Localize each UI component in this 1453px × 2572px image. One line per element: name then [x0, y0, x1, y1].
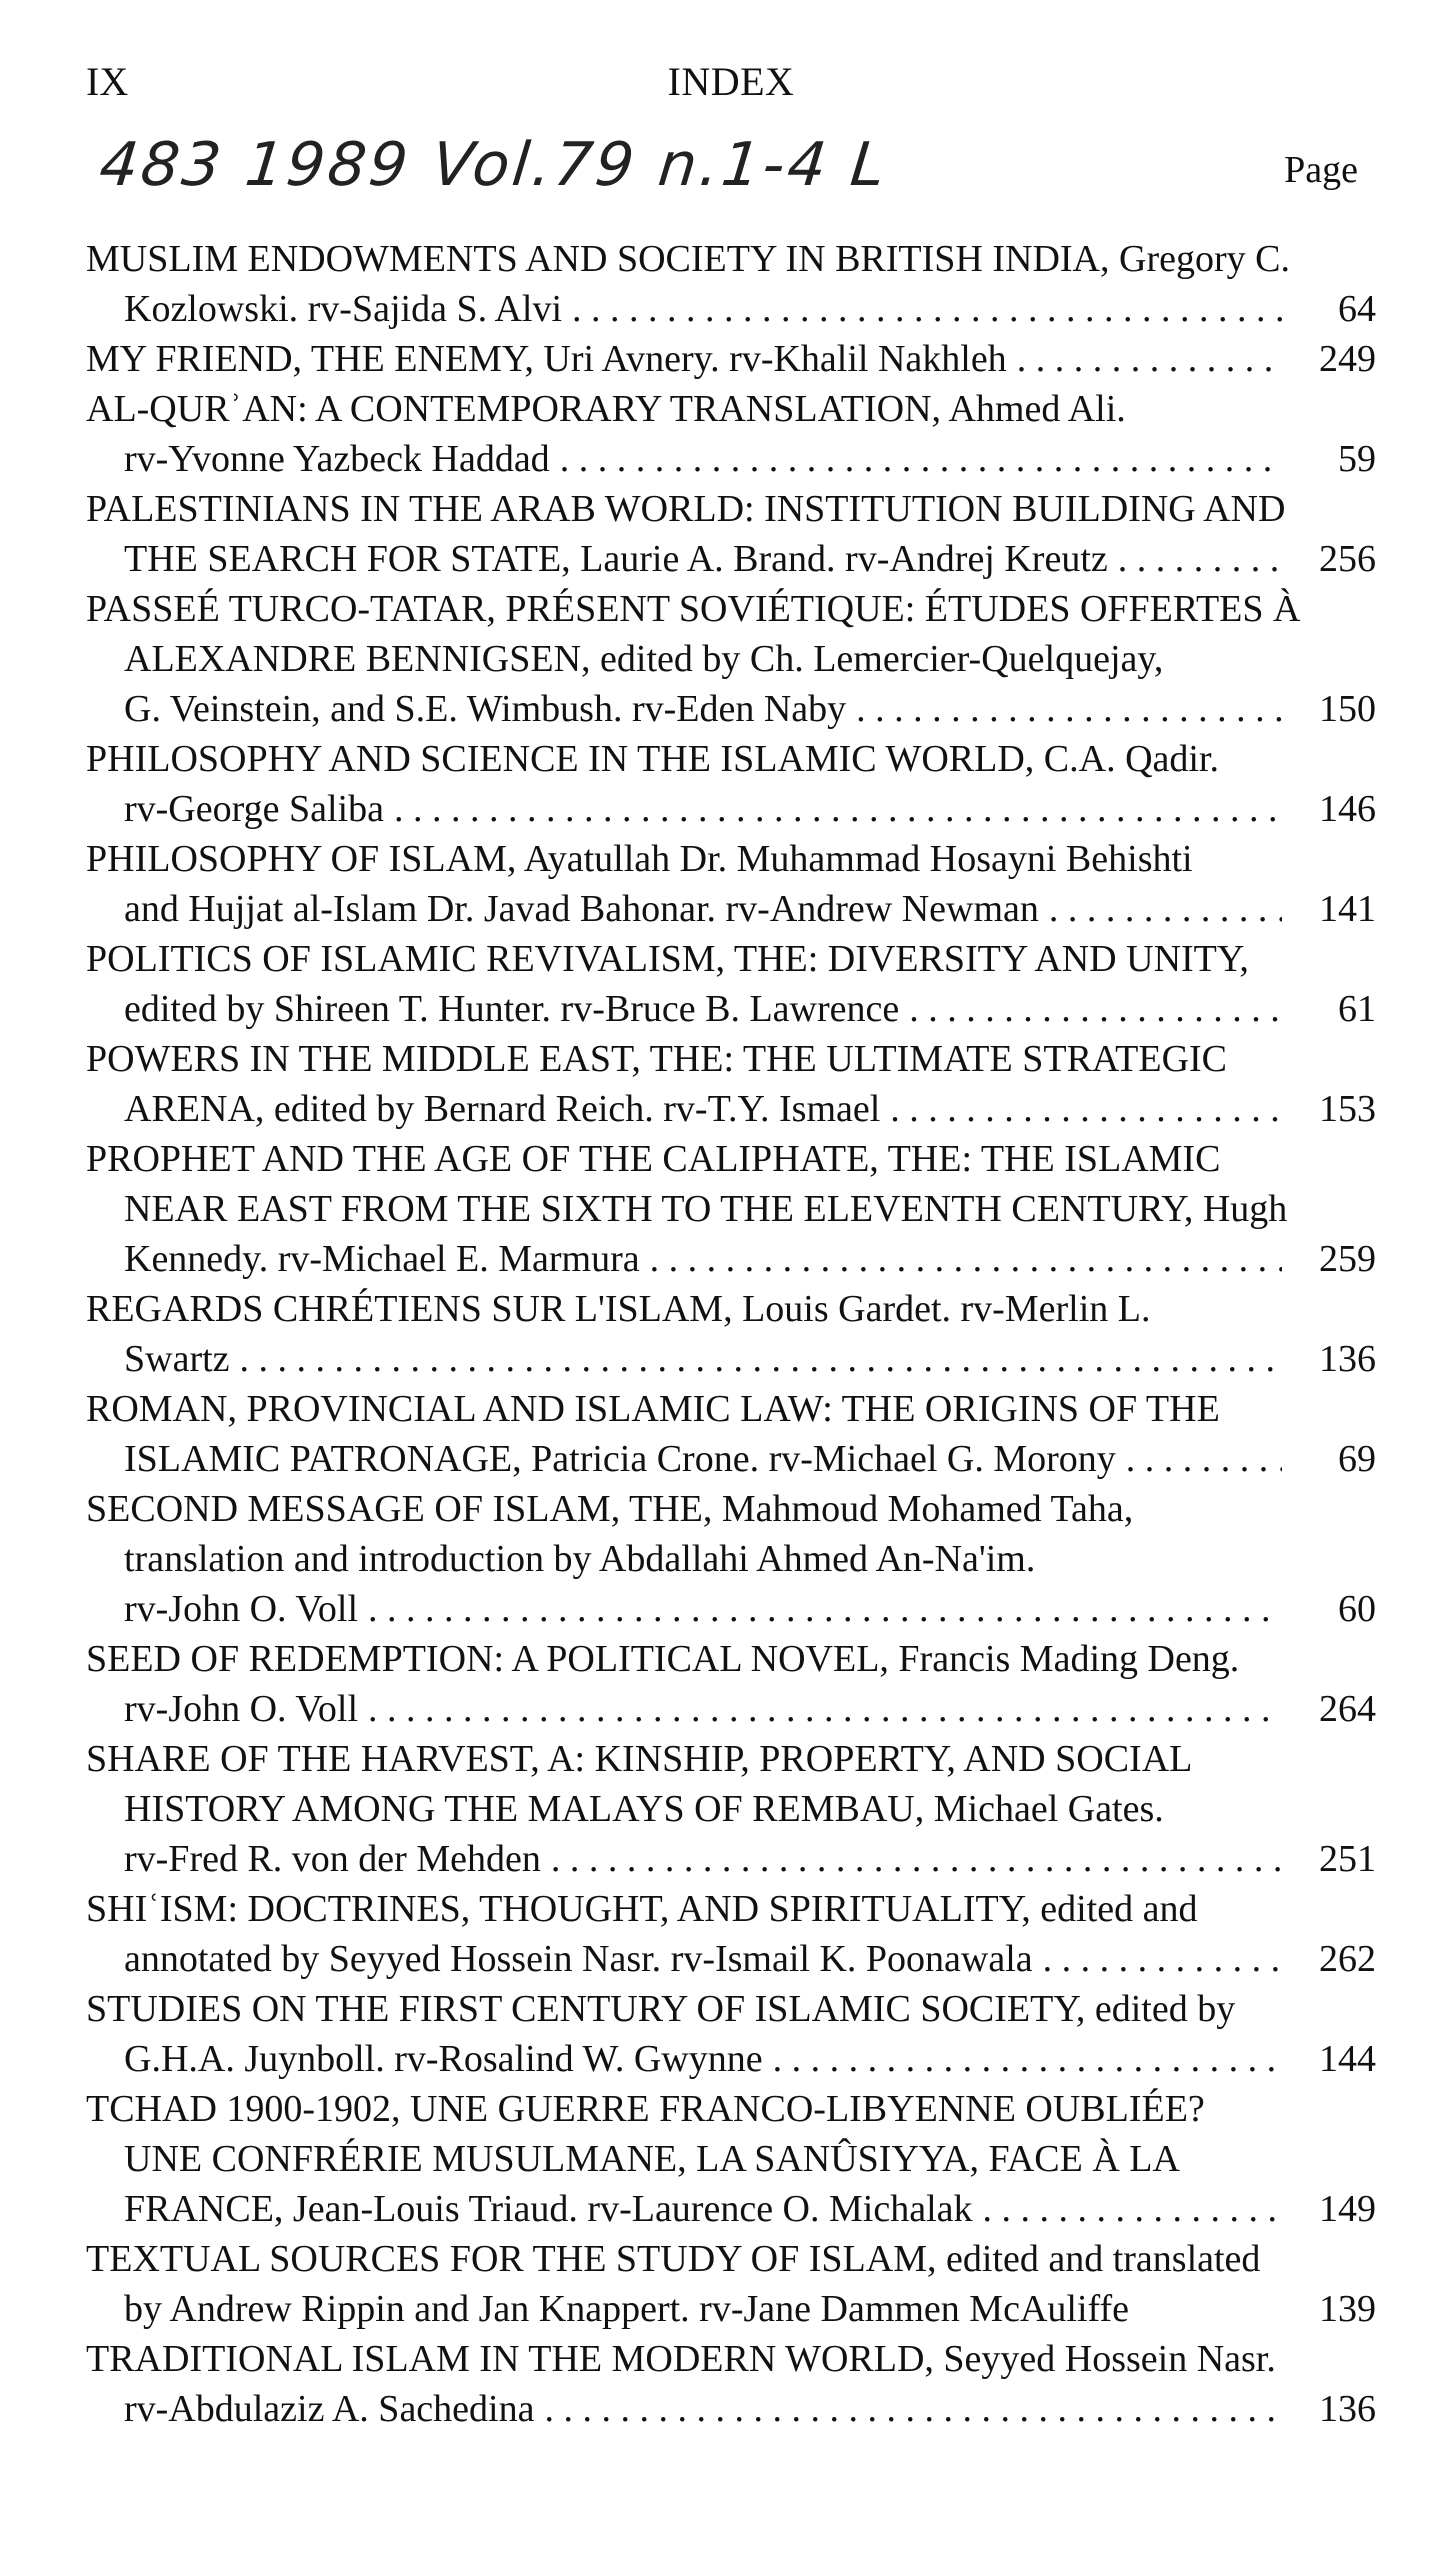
- entry-reviewer-line: [86, 1434, 1376, 1484]
- entry-text: annotated by Seyyed Hossein Nasr. rv-Ismail K. Poonawala: [124, 1938, 1033, 1980]
- entry-page-number: 149: [1319, 2188, 1376, 2230]
- entry-title-line: REGARDS CHRÉTIENS SUR L'ISLAM, Louis Gardet. rv-Merlin L.: [86, 1288, 1151, 1330]
- entry-page-number: 153: [1319, 1088, 1376, 1130]
- entry-reviewer-line: [86, 1834, 1376, 1884]
- entry-continuation-line: NEAR EAST FROM THE SIXTH TO THE ELEVENTH CENTURY, Hugh: [124, 1188, 1288, 1230]
- entry-page-number: 256: [1319, 538, 1376, 580]
- handwritten-note: 483 1989 Vol.79 n.1-4 L: [96, 130, 892, 200]
- entry-text: ARENA, edited by Bernard Reich. rv-T.Y. Ismael: [124, 1088, 881, 1130]
- dot-leader: [560, 434, 1282, 484]
- index-entry: [86, 1034, 1376, 1134]
- index-entry: [86, 2084, 1376, 2234]
- entry-text: edited by Shireen T. Hunter. rv-Bruce B. Lawrence: [124, 988, 900, 1030]
- entry-reviewer-line: [86, 1684, 1376, 1734]
- entry-text: THE SEARCH FOR STATE, Laurie A. Brand. rv-Andrej Kreutz: [124, 538, 1108, 580]
- entry-page-number: 141: [1319, 888, 1376, 930]
- entry-reviewer-line: [86, 334, 1376, 384]
- entry-page-number: 64: [1338, 288, 1376, 330]
- entry-reviewer-line: [86, 1334, 1376, 1384]
- entry-page-number: 61: [1338, 988, 1376, 1030]
- entry-title-line: PALESTINIANS IN THE ARAB WORLD: INSTITUTION BUILDING AND: [86, 488, 1286, 530]
- dot-leader: [1043, 1934, 1282, 1984]
- entry-page-number: 59: [1338, 438, 1376, 480]
- entry-text: and Hujjat al-Islam Dr. Javad Bahonar. rv-Andrew Newman: [124, 888, 1039, 930]
- dot-leader: [572, 284, 1282, 334]
- entry-reviewer-line: [86, 784, 1376, 834]
- entry-continuation-line: translation and introduction by Abdallahi Ahmed An-Na'im.: [124, 1538, 1036, 1580]
- dot-leader: [650, 1234, 1282, 1284]
- index-entry: [86, 1734, 1376, 1884]
- dot-leader: [544, 2384, 1282, 2434]
- entry-title-line: TCHAD 1900-1902, UNE GUERRE FRANCO-LIBYENNE OUBLIÉE?: [86, 2088, 1205, 2130]
- entry-title-line: PASSEÉ TURCO-TATAR, PRÉSENT SOVIÉTIQUE: ÉTUDES OFFERTES À: [86, 588, 1301, 630]
- index-entry: [86, 234, 1376, 334]
- entry-reviewer-line: [86, 2184, 1376, 2234]
- entry-title-line: ROMAN, PROVINCIAL AND ISLAMIC LAW: THE ORIGINS OF THE: [86, 1388, 1220, 1430]
- entry-title-line: POWERS IN THE MIDDLE EAST, THE: THE ULTIMATE STRATEGIC: [86, 1038, 1228, 1080]
- entry-text: by Andrew Rippin and Jan Knappert. rv-Jane Dammen McAuliffe: [124, 2288, 1129, 2330]
- entry-page-number: 60: [1338, 1588, 1376, 1630]
- entry-reviewer-line: [86, 2034, 1376, 2084]
- dot-leader: [240, 1334, 1282, 1384]
- entry-text: FRANCE, Jean-Louis Triaud. rv-Laurence O. Michalak: [124, 2188, 973, 2230]
- entry-text: Swartz: [124, 1338, 230, 1380]
- entry-title-line: SECOND MESSAGE OF ISLAM, THE, Mahmoud Mohamed Taha,: [86, 1488, 1134, 1530]
- entry-reviewer-line: [86, 2384, 1376, 2434]
- entry-continuation-line: UNE CONFRÉRIE MUSULMANE, LA SANÛSIYYA, FACE À LA: [124, 2138, 1180, 2180]
- entry-continuation-line: HISTORY AMONG THE MALAYS OF REMBAU, Michael Gates.: [124, 1788, 1164, 1830]
- entry-reviewer-line: [86, 1084, 1376, 1134]
- index-entry: [86, 484, 1376, 584]
- entry-page-number: 259: [1319, 1238, 1376, 1280]
- entry-title-line: POLITICS OF ISLAMIC REVIVALISM, THE: DIVERSITY AND UNITY,: [86, 938, 1249, 980]
- entry-title-line: SHIʿISM: DOCTRINES, THOUGHT, AND SPIRITUALITY, edited and: [86, 1888, 1198, 1930]
- entry-page-number: 69: [1338, 1438, 1376, 1480]
- entry-title-line: TEXTUAL SOURCES FOR THE STUDY OF ISLAM, edited and translated: [86, 2238, 1261, 2280]
- dot-leader: [983, 2184, 1282, 2234]
- dot-leader: [773, 2034, 1282, 2084]
- entry-reviewer-line: [86, 2284, 1376, 2334]
- entry-text: Kozlowski. rv-Sajida S. Alvi: [124, 288, 563, 330]
- entry-title-line: SEED OF REDEMPTION: A POLITICAL NOVEL, Francis Mading Deng.: [86, 1638, 1240, 1680]
- entry-text: rv-John O. Voll: [124, 1688, 359, 1730]
- entry-reviewer-line: [86, 684, 1376, 734]
- entry-text: rv-Abdulaziz A. Sachedina: [124, 2388, 535, 2430]
- index-entry: [86, 1884, 1376, 1984]
- index-entry: [86, 834, 1376, 934]
- index-entry: [86, 1134, 1376, 1284]
- entry-title-line: TRADITIONAL ISLAM IN THE MODERN WORLD, Seyyed Hossein Nasr.: [86, 2338, 1276, 2380]
- index-entries: [86, 234, 1376, 2434]
- index-entry: [86, 2334, 1376, 2434]
- entry-title-line: STUDIES ON THE FIRST CENTURY OF ISLAMIC SOCIETY, edited by: [86, 1988, 1236, 2030]
- entry-text: MY FRIEND, THE ENEMY, Uri Avnery. rv-Khalil Nakhleh: [86, 338, 1007, 380]
- entry-reviewer-line: [86, 1934, 1376, 1984]
- dot-leader: [394, 784, 1282, 834]
- dot-leader: [890, 1084, 1282, 1134]
- entry-reviewer-line: [86, 984, 1376, 1034]
- dot-leader: [856, 684, 1282, 734]
- entry-page-number: 136: [1319, 2388, 1376, 2430]
- entry-text: Kennedy. rv-Michael E. Marmura: [124, 1238, 640, 1280]
- entry-text: rv-Fred R. von der Mehden: [124, 1838, 541, 1880]
- dot-leader: [368, 1584, 1282, 1634]
- dot-leader: [368, 1684, 1282, 1734]
- entry-reviewer-line: [86, 884, 1376, 934]
- index-entry: [86, 1284, 1376, 1384]
- index-entry: [86, 584, 1376, 734]
- index-entry: [86, 934, 1376, 1034]
- dot-leader: [551, 1834, 1282, 1884]
- page-folio: IX: [86, 59, 129, 104]
- entry-reviewer-line: [86, 534, 1376, 584]
- dot-leader: [1017, 334, 1282, 384]
- entry-title-line: PHILOSOPHY AND SCIENCE IN THE ISLAMIC WORLD, C.A. Qadir.: [86, 738, 1219, 780]
- entry-reviewer-line: [86, 434, 1376, 484]
- entry-text: ISLAMIC PATRONAGE, Patricia Crone. rv-Michael G. Morony: [124, 1438, 1116, 1480]
- entry-text: rv-Yvonne Yazbeck Haddad: [124, 438, 550, 480]
- entry-title-line: PROPHET AND THE AGE OF THE CALIPHATE, THE: THE ISLAMIC: [86, 1138, 1221, 1180]
- entry-page-number: 136: [1319, 1338, 1376, 1380]
- entry-page-number: 146: [1319, 788, 1376, 830]
- entry-page-number: 264: [1319, 1688, 1376, 1730]
- entry-text: rv-George Saliba: [124, 788, 384, 830]
- entry-title-line: SHARE OF THE HARVEST, A: KINSHIP, PROPERTY, AND SOCIAL: [86, 1738, 1193, 1780]
- index-entry: [86, 384, 1376, 484]
- entry-page-number: 251: [1319, 1838, 1376, 1880]
- page-column-label: Page: [1284, 149, 1358, 191]
- page-title: INDEX: [667, 59, 795, 104]
- index-entry: [86, 334, 1376, 384]
- running-header: [86, 58, 1376, 110]
- index-entry: [86, 734, 1376, 834]
- entry-page-number: 144: [1319, 2038, 1376, 2080]
- entry-reviewer-line: [86, 1234, 1376, 1284]
- index-entry: [86, 2234, 1376, 2334]
- index-entry: [86, 1384, 1376, 1484]
- entry-reviewer-line: [86, 284, 1376, 334]
- handwritten-annotation-row: [86, 130, 1376, 222]
- index-entry: [86, 1634, 1376, 1734]
- dot-leader: [1126, 1434, 1282, 1484]
- entry-page-number: 249: [1319, 338, 1376, 380]
- index-entry: [86, 1984, 1376, 2084]
- entry-reviewer-line: [86, 1584, 1376, 1634]
- index-entry: [86, 1484, 1376, 1634]
- entry-title-line: AL-QURʾAN: A CONTEMPORARY TRANSLATION, Ahmed Ali.: [86, 388, 1126, 430]
- dot-leader: [1049, 884, 1282, 934]
- entry-page-number: 150: [1319, 688, 1376, 730]
- dot-leader: [909, 984, 1282, 1034]
- dot-leader: [1118, 534, 1282, 584]
- entry-text: rv-John O. Voll: [124, 1588, 359, 1630]
- entry-page-number: 139: [1319, 2288, 1376, 2330]
- entry-text: G.H.A. Juynboll. rv-Rosalind W. Gwynne: [124, 2038, 763, 2080]
- entry-title-line: PHILOSOPHY OF ISLAM, Ayatullah Dr. Muhammad Hosayni Behishti: [86, 838, 1193, 880]
- index-page: [86, 58, 1376, 2434]
- entry-title-line: MUSLIM ENDOWMENTS AND SOCIETY IN BRITISH INDIA, Gregory C.: [86, 238, 1290, 280]
- entry-continuation-line: ALEXANDRE BENNIGSEN, edited by Ch. Lemercier-Quelquejay,: [124, 638, 1164, 680]
- entry-text: G. Veinstein, and S.E. Wimbush. rv-Eden Naby: [124, 688, 847, 730]
- entry-page-number: 262: [1319, 1938, 1376, 1980]
